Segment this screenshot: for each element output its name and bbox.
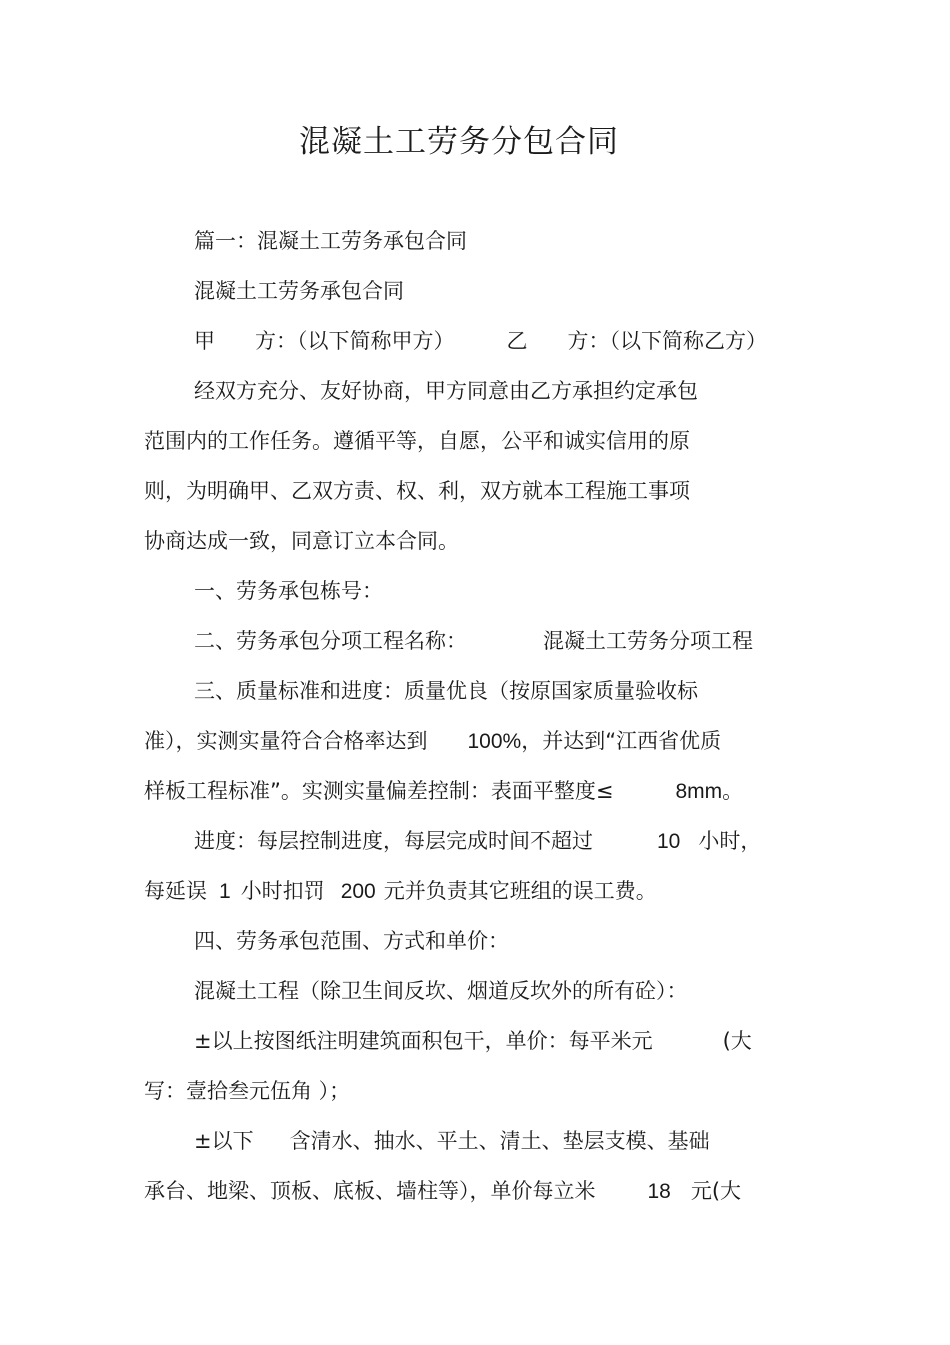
item-2-label: 二、劳务承包分项工程名称： (194, 629, 467, 653)
document-title: 混凝土工劳务分包合同 (299, 124, 619, 160)
quality-text: 样板工程标准”。实测实量偏差控制：表面平整度≤ (144, 779, 614, 803)
price-text: 元(大 (690, 1179, 742, 1203)
flatness-value: 8mm (675, 780, 723, 803)
quality-text: 准），实测实量符合合格率达到 (144, 729, 428, 753)
paragraph-line: 则，为明确甲、乙双方责、权、利，双方就本工程施工事项 (144, 479, 690, 503)
item-3-heading: 三、质量标准和进度：质量优良（按原国家质量验收标 (194, 679, 698, 703)
price-text: ±以下 (194, 1129, 254, 1153)
item-2-value: 混凝土工劳务分项工程 (543, 629, 753, 653)
progress-text: 进度：每层控制进度，每层完成时间不超过 (194, 829, 593, 853)
paragraph-line: 经双方充分、友好协商，甲方同意由乙方承担约定承包 (194, 379, 698, 403)
item-4-heading: 四、劳务承包范围、方式和单价： (194, 929, 509, 953)
price-text: 承台、地梁、顶板、底板、墙柱等），单价每立米 (144, 1179, 596, 1203)
price-2-line-2 (144, 1176, 741, 1207)
price-text: (大 (722, 1029, 752, 1053)
price-1-line-1 (194, 1026, 752, 1056)
delay-hours-value: 1 (219, 880, 231, 903)
parties-line (194, 326, 767, 356)
paragraph-line: 范围内的工作任务。遵循平等，自愿，公平和诚实信用的原 (144, 429, 690, 453)
unit-price-value: 18 (647, 1180, 671, 1203)
progress-line-1 (194, 826, 761, 857)
quality-line-2 (144, 776, 743, 807)
party-b-label: 乙 (506, 329, 528, 353)
party-a-label: 甲 (194, 329, 215, 353)
section-heading: 篇一：混凝土工劳务承包合同 (194, 229, 467, 253)
progress-text: 元并负责其它班组的误工费。 (383, 879, 657, 903)
item-2-line (194, 626, 753, 656)
progress-text: 每延误 (144, 879, 207, 903)
price-text: 含清水、抽水、平土、清土、垫层支模、基础 (289, 1129, 710, 1153)
hours-value: 10 (657, 830, 681, 853)
pass-rate-value: 100% (467, 730, 522, 753)
quality-text: ，并达到“江西省优质 (521, 729, 722, 753)
price-text: ±以上按图纸注明建筑面积包干，单价：每平米元 (194, 1029, 653, 1053)
penalty-value: 200 (340, 880, 376, 903)
price-2-line-1 (194, 1126, 710, 1156)
price-1-line-2: 写：壹拾叁元伍角 ）； (144, 1079, 351, 1103)
contract-subtitle: 混凝土工劳务承包合同 (194, 279, 404, 303)
quality-text: 。 (722, 779, 744, 803)
quality-line-1 (144, 726, 721, 757)
item-1-heading: 一、劳务承包栋号： (194, 579, 383, 603)
paragraph-line: 协商达成一致，同意订立本合同。 (144, 529, 459, 553)
party-b-text: 方：（以下简称乙方） (567, 329, 767, 353)
party-a-text: 方：（以下简称甲方） (255, 329, 455, 353)
progress-line-2 (144, 876, 657, 907)
progress-text: 小时， (698, 829, 762, 853)
concrete-scope-line: 混凝土工程（除卫生间反坎、烟道反坎外的所有砼）： (194, 979, 688, 1003)
progress-text: 小时扣罚 (240, 879, 325, 903)
